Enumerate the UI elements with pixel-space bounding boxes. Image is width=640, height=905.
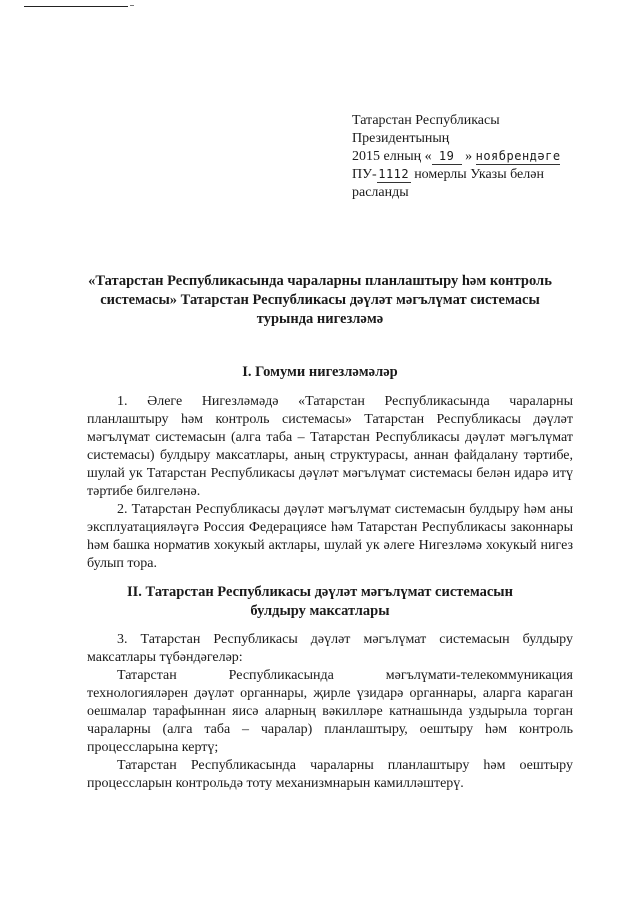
section-2-heading bbox=[60, 583, 580, 621]
section-1-body bbox=[87, 393, 573, 573]
approval-line-decree bbox=[352, 166, 560, 184]
approval-decree-prefix: ПУ- bbox=[352, 167, 377, 182]
document-title bbox=[80, 272, 560, 329]
scan-line-artifact-small bbox=[130, 5, 134, 6]
section-2-body bbox=[87, 631, 573, 793]
section-2-paragraph-2: Татарстан Республикасында мәгълүмати-телекоммуникация технологияләрен дәүләт органнары, җирле үзидарә органнары, аларга караган оешмалар тарафыннан яисә аларның вәкилләре катнашында уздырыла торган чараларны (алга таба – чаралар) планлаштыру, оештыру һәм контроль процессларына кертү; bbox=[87, 668, 573, 755]
section-1-heading: I. Гомуми нигезләмәләр bbox=[242, 364, 398, 380]
approval-line-president: Президентының bbox=[352, 131, 450, 146]
approval-line-republic: Татарстан Республикасы bbox=[352, 113, 500, 128]
section-1-paragraph-2: 2. Татарстан Республикасы дәүләт мәгълүмат системасын булдыру һәм аны эксплуатацияләүгә Россия Федерациясе һәм Татарстан Республикасы законнары һәм башка норматив хокукый актлары, шулай ук әлеге Нигезләмә хокукый нигез булып тора. bbox=[87, 502, 573, 571]
section-2-heading-line-1: II. Татарстан Республикасы дәүләт мәгълүмат системасын bbox=[127, 584, 513, 600]
approval-year-prefix: 2015 елның « bbox=[352, 149, 432, 164]
section-2-paragraph-3: Татарстан Республикасында чараларны планлаштыру һәм оештыру процессларын контрольдә тоту механизмнарын камилләштерү. bbox=[87, 758, 573, 791]
section-1-paragraph-1: 1. Әлеге Нигезләмәдә «Татарстан Республикасында чараларны планлаштыру һәм контроль системасы» Татарстан Республикасы дәүләт мәгълүмат системасын (алга таба – Татарстан Республикасы дәүләт мәгълүмат системасы) булдыру максатлары, аның структурасы, аннан файдалану тәртибе, шулай ук Татарстан Республикасы дәүләт мәгълүмат системасы белән идарә итү тәртибе билгеләнә. bbox=[87, 394, 573, 499]
approval-decree-suffix: номерлы Указы белән bbox=[414, 167, 544, 182]
approval-line-approved: расланды bbox=[352, 185, 409, 200]
scan-line-artifact bbox=[24, 6, 128, 7]
document-title-line-1: «Татарстан Республикасында чараларны планлаштыру һәм контроль bbox=[88, 273, 552, 289]
approval-decree-number: 1112 bbox=[378, 167, 410, 181]
approval-line-date bbox=[352, 148, 560, 166]
section-2-heading-line-2: булдыру максатлары bbox=[250, 603, 390, 619]
approval-quote-close: » bbox=[465, 149, 473, 164]
approval-day: 19 bbox=[432, 149, 462, 165]
approval-stamp bbox=[352, 112, 560, 202]
document-title-line-3: турында нигезләмә bbox=[256, 311, 384, 327]
document-title-line-2: системасы» Татарстан Республикасы дәүләт мәгълүмат системасы bbox=[100, 292, 540, 308]
approval-month: ноябрендәге bbox=[475, 149, 561, 163]
section-2-paragraph-1: 3. Татарстан Республикасы дәүләт мәгълүмат системасын булдыру максатлары түбәндәгеләр: bbox=[87, 632, 573, 665]
